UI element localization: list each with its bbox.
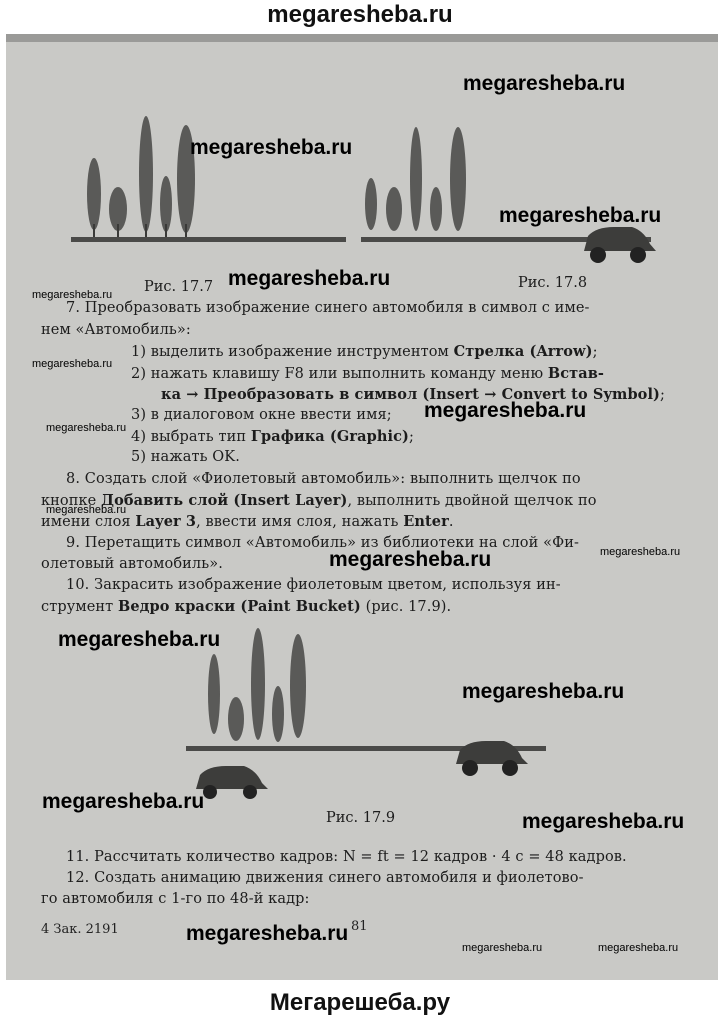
step-7-item-1: 1) выделить изображение инструментом Стрелка (Arrow); bbox=[131, 343, 598, 360]
caption-fig-17-8: Рис. 17.8 bbox=[518, 275, 588, 291]
watermark-link[interactable]: megaresheba.ru bbox=[424, 399, 587, 422]
tree bbox=[430, 187, 442, 231]
site-footer[interactable]: Мегарешеба.ру bbox=[269, 989, 451, 1016]
step-12-line-2: го автомобиля с 1-го по 48-й кадр: bbox=[41, 891, 310, 907]
page-number: 81 bbox=[351, 919, 368, 934]
figure-17-8-trees-car bbox=[356, 109, 656, 279]
watermark-link[interactable]: megaresheba.ru bbox=[329, 548, 492, 571]
step-7-item-4: 4) выбрать тип Графика (Graphic); bbox=[131, 428, 414, 445]
step-9-line-1: 9. Перетащить символ «Автомобиль» из библиотеки на слой «Фи- bbox=[66, 535, 579, 551]
watermark-link[interactable]: megaresheba.ru bbox=[186, 922, 349, 945]
watermark-link-small[interactable]: megaresheba.ru bbox=[598, 942, 679, 954]
tree bbox=[272, 686, 284, 742]
watermark-link-small[interactable]: megaresheba.ru bbox=[46, 504, 127, 516]
tree bbox=[365, 178, 377, 230]
tree bbox=[160, 176, 172, 232]
caption-fig-17-9: Рис. 17.9 bbox=[326, 810, 396, 826]
step-7-item-2-cont: ка → Преобразовать в символ (Insert → Convert to Symbol); bbox=[161, 386, 666, 403]
step-10-line-2: струмент Ведро краски (Paint Bucket) (рис. 17.9). bbox=[41, 598, 452, 615]
figure-17-7-trees bbox=[66, 109, 351, 259]
step-10-line-1: 10. Закрасить изображение фиолетовым цветом, используя ин- bbox=[66, 577, 561, 593]
step-12-line-1: 12. Создать анимацию движения синего автомобиля и фиолетово- bbox=[66, 870, 584, 886]
step-7-item-5: 5) нажать OK. bbox=[131, 449, 240, 465]
step-7-line-2: нем «Автомобиль»: bbox=[41, 322, 191, 338]
tree bbox=[251, 628, 265, 740]
tree bbox=[450, 127, 466, 231]
step-8-line-2: кнопке Добавить слой (Insert Layer), выполнить двойной щелчок по bbox=[41, 492, 597, 509]
watermark-link-small[interactable]: megaresheba.ru bbox=[600, 546, 681, 558]
watermark-link[interactable]: megaresheba.ru bbox=[463, 72, 626, 95]
car-icon bbox=[196, 766, 268, 799]
tree bbox=[290, 634, 306, 738]
watermark-link-small[interactable]: megaresheba.ru bbox=[46, 422, 127, 434]
tree bbox=[386, 187, 402, 231]
figure-17-9-trees-two-cars bbox=[186, 624, 546, 799]
step-8-line-1: 8. Создать слой «Фиолетовый автомобиль»: выполнить щелчок по bbox=[66, 471, 581, 487]
order-note: 4 Зак. 2191 bbox=[41, 922, 119, 937]
watermark-link[interactable]: megaresheba.ru bbox=[42, 790, 205, 813]
watermark-link[interactable]: megaresheba.ru bbox=[499, 204, 662, 227]
car-icon bbox=[584, 227, 656, 263]
step-8-line-3: имени слоя Layer 3, ввести имя слоя, нажать Enter. bbox=[41, 513, 454, 530]
step-7-item-2: 2) нажать клавишу F8 или выполнить команду меню Встав- bbox=[131, 365, 605, 382]
ground-line bbox=[71, 237, 346, 242]
watermark-link[interactable]: megaresheba.ru bbox=[462, 680, 625, 703]
watermark-link[interactable]: megaresheba.ru bbox=[522, 810, 685, 833]
caption-fig-17-7: Рис. 17.7 bbox=[144, 279, 214, 295]
watermark-link-small[interactable]: megaresheba.ru bbox=[462, 942, 543, 954]
book-page bbox=[6, 34, 718, 980]
step-9-line-2: олетовый автомобиль». bbox=[41, 556, 223, 572]
watermark-link[interactable]: megaresheba.ru bbox=[58, 628, 221, 651]
step-11: 11. Рассчитать количество кадров: N = ft = 12 кадров · 4 с = 48 кадров. bbox=[66, 849, 627, 865]
tree bbox=[208, 654, 220, 734]
watermark-link-small[interactable]: megaresheba.ru bbox=[32, 358, 113, 370]
step-7-item-3: 3) в диалоговом окне ввести имя; bbox=[131, 407, 392, 423]
tree bbox=[87, 158, 101, 230]
watermark-link[interactable]: megaresheba.ru bbox=[228, 267, 391, 290]
step-7-line-1: 7. Преобразовать изображение синего автомобиля в символ с име- bbox=[66, 300, 590, 316]
tree bbox=[139, 116, 153, 232]
watermark-link-small[interactable]: megaresheba.ru bbox=[32, 289, 113, 301]
tree bbox=[410, 127, 422, 231]
site-header[interactable]: megaresheba.ru bbox=[267, 1, 453, 28]
watermark-link[interactable]: megaresheba.ru bbox=[190, 136, 353, 159]
tree bbox=[228, 697, 244, 741]
